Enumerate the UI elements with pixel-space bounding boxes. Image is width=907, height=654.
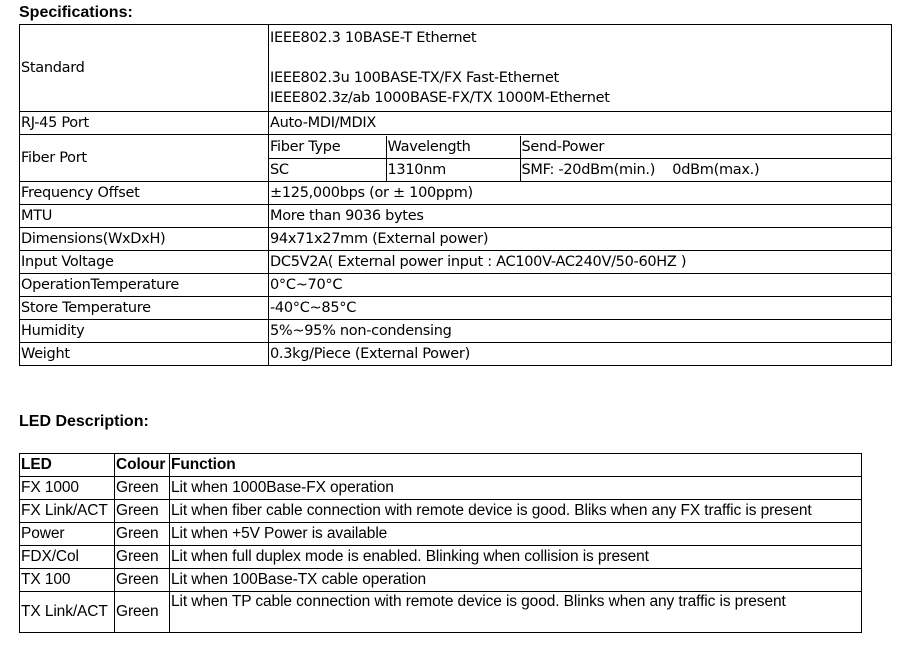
fiber-header-send-power: Send-Power <box>520 136 891 159</box>
spec-row <box>20 320 892 343</box>
fiber-header-wavelength: Wavelength <box>386 136 520 159</box>
led-function: Lit when full duplex mode is enabled. Blinking when collision is present <box>170 546 862 569</box>
led-name: TX 100 <box>20 569 115 592</box>
led-row <box>20 477 862 500</box>
led-row <box>20 569 862 592</box>
spec-value-fiber-port <box>269 135 892 182</box>
specifications-heading: Specifications: <box>19 4 133 21</box>
fiber-header-row <box>269 136 891 159</box>
led-header-function: Function <box>170 454 862 477</box>
fiber-header-type: Fiber Type <box>269 136 386 159</box>
spec-row <box>20 274 892 297</box>
led-colour: Green <box>115 500 170 523</box>
led-colour: Green <box>115 546 170 569</box>
spec-value: 5%~95% non-condensing <box>269 320 892 343</box>
spec-value-rj45: Auto-MDI/MDIX <box>269 112 892 135</box>
led-name: TX Link/ACT <box>20 592 115 633</box>
spec-value: DC5V2A( External power input : AC100V-AC240V/50-60HZ ) <box>269 251 892 274</box>
spec-row <box>20 182 892 205</box>
spec-label: Weight <box>20 343 269 366</box>
led-description-heading: LED Description: <box>19 413 149 430</box>
spec-row-standard <box>20 25 892 112</box>
spec-row <box>20 297 892 320</box>
fiber-value-type: SC <box>269 158 386 181</box>
led-name: Power <box>20 523 115 546</box>
spec-value: 0.3kg/Piece (External Power) <box>269 343 892 366</box>
standard-line-1: IEEE802.3 10BASE-T Ethernet <box>270 30 477 46</box>
led-function: Lit when fiber cable connection with remote device is good. Bliks when any FX traffic is present <box>170 500 862 523</box>
led-row <box>20 500 862 523</box>
led-colour: Green <box>115 477 170 500</box>
spec-label: Humidity <box>20 320 269 343</box>
spec-label: OperationTemperature <box>20 274 269 297</box>
led-row <box>20 592 862 633</box>
led-name: FDX/Col <box>20 546 115 569</box>
led-row <box>20 546 862 569</box>
specifications-table <box>19 24 892 366</box>
led-colour: Green <box>115 592 170 633</box>
fiber-port-subtable <box>269 136 891 181</box>
spec-row <box>20 205 892 228</box>
spec-row-rj45 <box>20 112 892 135</box>
spec-row <box>20 251 892 274</box>
fiber-value-send-power: SMF: -20dBm(min.) 0dBm(max.) <box>520 158 891 181</box>
spec-row-fiber-port <box>20 135 892 182</box>
spec-value: ±125,000bps (or ± 100ppm) <box>269 182 892 205</box>
led-header-row <box>20 454 862 477</box>
led-name: FX 1000 <box>20 477 115 500</box>
spec-value: 0°C~70°C <box>269 274 892 297</box>
led-header-led: LED <box>20 454 115 477</box>
led-name: FX Link/ACT <box>20 500 115 523</box>
spec-label-fiber-port: Fiber Port <box>20 135 269 182</box>
spec-value-standard <box>269 25 892 112</box>
led-row <box>20 523 862 546</box>
spec-label: Frequency Offset <box>20 182 269 205</box>
standard-line-2: IEEE802.3u 100BASE-TX/FX Fast-Ethernet <box>270 70 559 86</box>
spec-label-rj45: RJ-45 Port <box>20 112 269 135</box>
standard-line-3: IEEE802.3z/ab 1000BASE-FX/TX 1000M-Ethernet <box>270 90 610 106</box>
led-header-colour: Colour <box>115 454 170 477</box>
led-function: Lit when 100Base-TX cable operation <box>170 569 862 592</box>
led-colour: Green <box>115 569 170 592</box>
spec-value: More than 9036 bytes <box>269 205 892 228</box>
spec-label: MTU <box>20 205 269 228</box>
led-function: Lit when +5V Power is available <box>170 523 862 546</box>
spec-label: Store Temperature <box>20 297 269 320</box>
fiber-value-wavelength: 1310nm <box>386 158 520 181</box>
led-function: Lit when TP cable connection with remote device is good. Blinks when any traffic is present <box>170 592 862 633</box>
spec-label: Dimensions(WxDxH) <box>20 228 269 251</box>
fiber-value-row <box>269 158 891 181</box>
spec-label-standard: Standard <box>20 25 269 112</box>
led-colour: Green <box>115 523 170 546</box>
spec-row <box>20 228 892 251</box>
spec-value: 94x71x27mm (External power) <box>269 228 892 251</box>
led-function: Lit when 1000Base-FX operation <box>170 477 862 500</box>
spec-row <box>20 343 892 366</box>
spec-value: -40°C~85°C <box>269 297 892 320</box>
spec-label: Input Voltage <box>20 251 269 274</box>
led-description-table <box>19 453 862 633</box>
